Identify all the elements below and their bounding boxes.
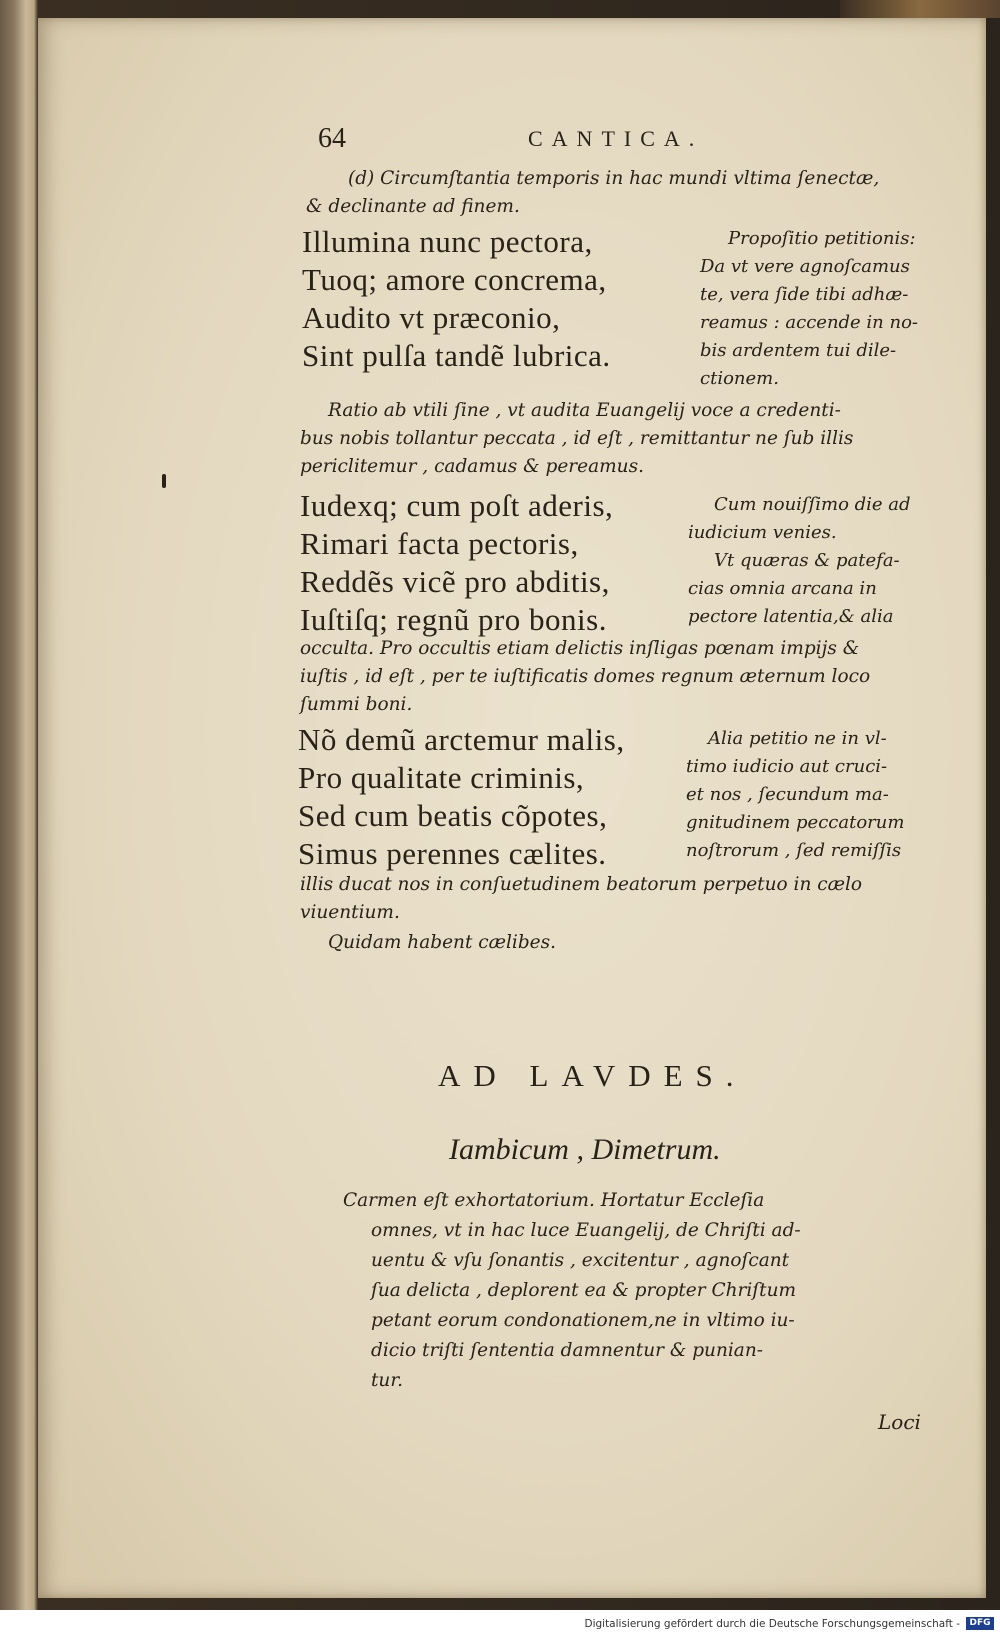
verse-line: Illumina nunc pectora, [302, 224, 593, 259]
rubric-note: Quidam habent cælibes. [328, 932, 557, 953]
gloss-line: te, vera ſide tibi adhæ- [700, 284, 909, 305]
gloss-line: Vt quæras & patefa- [714, 550, 900, 571]
dfg-logo: DFG [966, 1617, 994, 1630]
book-edge [840, 0, 1000, 18]
carmen-line: omnes, vt in hac luce Euangelij, de Chriſti ad- [371, 1220, 801, 1241]
carmen-line: Carmen eſt exhortatorium. Hortatur Eccleſia [343, 1190, 765, 1211]
gloss-line: reamus : accende in no- [700, 312, 919, 333]
ratio-line: Ratio ab vtili ſine , vt audita Euangelij voce a credenti- [328, 400, 841, 421]
ink-blot [162, 474, 166, 488]
carmen-line: uentu & vſu ſonantis , excitentur , agnoſcant [371, 1250, 790, 1271]
verse-line: Simus perennes cælites. [298, 836, 607, 871]
verse-line: Sed cum beatis cõpotes, [298, 798, 608, 833]
gloss-line: pectore latentia,& alia [688, 606, 894, 627]
gloss-line: iudicium venies. [688, 522, 837, 543]
ratio-line: bus nobis tollantur peccata , id eſt , remittantur ne ſub illis [300, 428, 854, 449]
carmen-line: dicio triſti ſententia damnentur & punian- [371, 1340, 763, 1361]
funding-note: Digitalisierung gefördert durch die Deutsche Forschungsgemeinschaft - [584, 1618, 960, 1630]
illis-line: illis ducat nos in conſuetudinem beatorum perpetuo in cælo [300, 874, 863, 895]
book-page [38, 18, 986, 1598]
meter-heading: Iambicum , Dimetrum. [449, 1133, 721, 1166]
gloss-line: timo iudicio aut cruci- [686, 756, 888, 777]
section-title: AD LAVDES. [438, 1058, 747, 1093]
verse-line: Iuſtiſq; regnũ pro bonis. [300, 602, 607, 637]
occulta-line: ſummi boni. [300, 694, 413, 715]
ratio-line: periclitemur , cadamus & pereamus. [300, 456, 644, 477]
gloss-line: Cum nouiſſimo die ad [714, 494, 911, 515]
gloss-line: noſtrorum , ſed remiſſis [686, 840, 902, 861]
verse-line: Pro qualitate criminis, [298, 760, 585, 795]
gloss-line: cias omnia arcana in [688, 578, 877, 599]
carmen-line: petant eorum condonationem,ne in vltimo iu- [371, 1310, 795, 1331]
occulta-line: occulta. Pro occultis etiam delictis inſligas pœnam impijs & [300, 638, 860, 659]
gloss-line: Alia petitio ne in vl- [708, 728, 887, 749]
verse-line: Reddẽs vicẽ pro abditis, [300, 564, 610, 599]
illis-line: viuentium. [300, 902, 400, 923]
verse-line: Audito vt præconio, [302, 300, 561, 335]
verse-line: Iudexq; cum poſt aderis, [300, 488, 614, 523]
verse-line: Nõ demũ arctemur malis, [298, 722, 625, 757]
gloss-line: bis ardentem tui dile- [700, 340, 897, 361]
gloss-line: Da vt vere agnoſcamus [700, 256, 910, 277]
catchword: Loci [878, 1410, 921, 1434]
page-number: 64 [318, 123, 346, 154]
gloss-line: et nos , ſecundum ma- [686, 784, 889, 805]
verse-line: Sint pulſa tandẽ lubrica. [302, 338, 611, 373]
gloss-line: Propoſitio petitionis: [728, 228, 916, 249]
gloss-line: gnitudinem peccatorum [686, 812, 905, 833]
carmen-line: ſua delicta , deplorent ea & propter Chriſtum [371, 1280, 797, 1301]
verse-line: Tuoq; amore concrema, [302, 262, 607, 297]
note-line: (d) Circumſtantia temporis in hac mundi vltima ſenectæ, [348, 168, 880, 189]
verse-line: Rimari facta pectoris, [300, 526, 579, 561]
running-head: CANTICA. [528, 126, 704, 151]
occulta-line: iuſtis , id eſt , per te iuſtificatis domes regnum æternum loco [300, 666, 871, 687]
carmen-line: tur. [371, 1370, 404, 1391]
gloss-line: ctionem. [700, 368, 779, 389]
note-line: & declinante ad finem. [306, 196, 520, 217]
